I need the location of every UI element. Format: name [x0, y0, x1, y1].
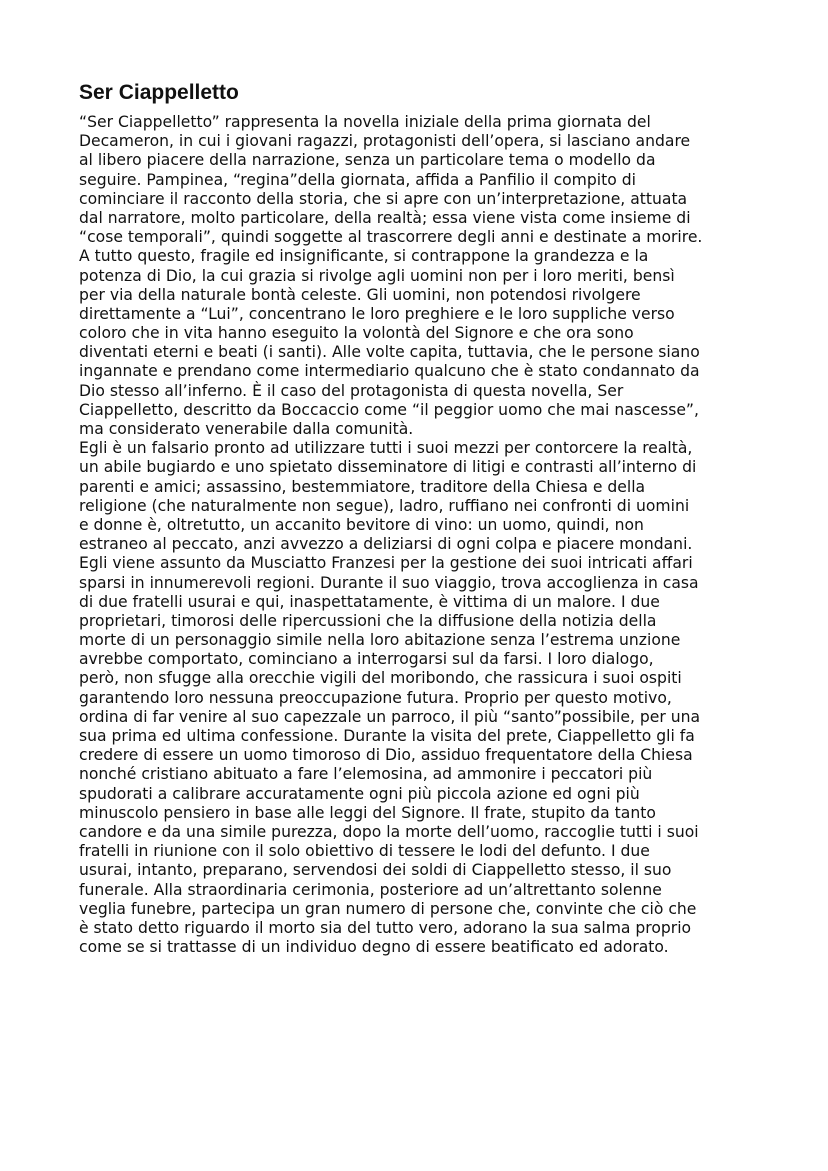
text-line: e donne è, oltretutto, un accanito bevitore di vino: un uomo, quindi, non	[79, 515, 644, 534]
text-line: Dio stesso all’inferno. È il caso del protagonista di questa novella, Ser	[79, 381, 624, 400]
text-line: diventati eterni e beati (i santi). Alle volte capita, tuttavia, che le persone siano	[79, 343, 700, 362]
text-line: dal narratore, molto particolare, della realtà; essa viene vista come insieme di	[79, 208, 691, 227]
text-line: avrebbe comportato, cominciano a interrogarsi sul da farsi. I loro dialogo,	[79, 650, 654, 669]
text-line: spudorati a calibrare accuratamente ogni più piccola azione ed ogni più	[79, 784, 640, 803]
text-line: è stato detto riguardo il morto sia del tutto vero, adorano la sua salma proprio	[79, 918, 692, 937]
text-line: minuscolo pensiero in base alle leggi del Signore. Il frate, stupito da tanto	[79, 803, 656, 822]
text-line: ingannate e prendano come intermediario qualcuno che è stato condannato da	[79, 362, 700, 381]
document-body	[79, 113, 779, 957]
text-line: fratelli in riunione con il solo obiettivo di tessere le lodi del defunto. I due	[79, 842, 650, 861]
text-line: funerale. Alla straordinaria cerimonia, posteriore ad un’altrettanto solenne	[79, 880, 662, 899]
text-line: seguire. Pampinea, “regina”della giornata, affida a Panfilio il compito di	[79, 170, 636, 189]
text-line: un abile bugiardo e uno spietato disseminatore di litigi e contrasti all’interno di	[79, 458, 697, 477]
text-line: direttamente a “Lui”, concentrano le loro preghiere e le loro suppliche verso	[79, 304, 675, 323]
text-line: Egli viene assunto da Musciatto Franzesi per la gestione dei suoi intricati affari	[79, 554, 693, 573]
text-line: estraneo al peccato, anzi avvezzo a deliziarsi di ogni colpa e piacere mondani.	[79, 535, 693, 554]
text-line: proprietari, timorosi delle ripercussioni che la diffusione della notizia della	[79, 611, 657, 630]
text-line: sua prima ed ultima confessione. Durante la visita del prete, Ciappelletto gli fa	[79, 727, 695, 745]
paragraph	[79, 113, 779, 439]
text-line: cominciare il racconto della storia, che si apre con un’interpretazione, attuata	[79, 189, 688, 208]
document-title: Ser Ciappelletto	[79, 81, 239, 104]
text-line: di due fratelli usurai e qui, inaspettatamente, è vittima di un malore. I due	[79, 592, 660, 611]
text-line: però, non sfugge alla orecchie vigili del moribondo, che rassicura i suoi ospiti	[79, 669, 682, 688]
text-line: nonché cristiano abituato a fare l’elemosina, ad ammonire i peccatori più	[79, 765, 653, 784]
text-line: parenti e amici; assassino, bestemmiatore, traditore della Chiesa e della	[79, 477, 646, 496]
text-line: religione (che naturalmente non segue), ladro, ruffiano nei confronti di uomini	[79, 496, 690, 515]
text-line: ordina di far venire al suo capezzale un parroco, il più “santo”possibile, per una	[79, 707, 701, 726]
text-line: candore e da una simile purezza, dopo la morte dell’uomo, raccoglie tutti i suoi	[79, 822, 699, 841]
text-line: sparsi in innumerevoli regioni. Durante il suo viaggio, trova accoglienza in casa	[79, 573, 699, 592]
text-line: veglia funebre, partecipa un gran numero di persone che, convinte che ciò che	[79, 899, 697, 918]
text-line: Egli è un falsario pronto ad utilizzare tutti i suoi mezzi per contorcere la realtà,	[79, 439, 693, 458]
text-line: “cose temporali”, quindi soggette al trascorrere degli anni e destinate a morire.	[79, 228, 703, 247]
text-line: A tutto questo, fragile ed insignificante, si contrappone la grandezza e la	[79, 247, 649, 266]
paragraph	[79, 439, 779, 957]
text-line: usurai, intanto, preparano, servendosi dei soldi di Ciappelletto stesso, il suo	[79, 861, 672, 880]
text-line: Decameron, in cui i giovani ragazzi, protagonisti dell’opera, si lasciano andare	[79, 132, 691, 151]
text-line: morte di un personaggio simile nella loro abitazione senza l’estrema unzione	[79, 631, 681, 650]
text-line: coloro che in vita hanno eseguito la volontà del Signore e che ora sono	[79, 324, 634, 343]
text-line: ma considerato venerabile dalla comunità.	[79, 420, 414, 438]
text-line: al libero piacere della narrazione, senza un particolare tema o modello da	[79, 151, 656, 170]
text-line: per via della naturale bontà celeste. Gli uomini, non potendosi rivolgere	[79, 285, 641, 304]
text-line: come se si trattasse di un individuo degno di essere beatificato ed adorato.	[79, 938, 669, 957]
text-line: “Ser Ciappelletto” rappresenta la novella iniziale della prima giornata del	[79, 113, 651, 131]
text-line: potenza di Dio, la cui grazia si rivolge agli uomini non per i loro meriti, bensì	[79, 266, 675, 285]
text-line: garantendo loro nessuna preoccupazione futura. Proprio per questo motivo,	[79, 688, 672, 707]
text-line: credere di essere un uomo timoroso di Dio, assiduo frequentatore della Chiesa	[79, 746, 693, 765]
text-line: Ciappelletto, descritto da Boccaccio come “il peggior uomo che mai nascesse”,	[79, 400, 699, 419]
